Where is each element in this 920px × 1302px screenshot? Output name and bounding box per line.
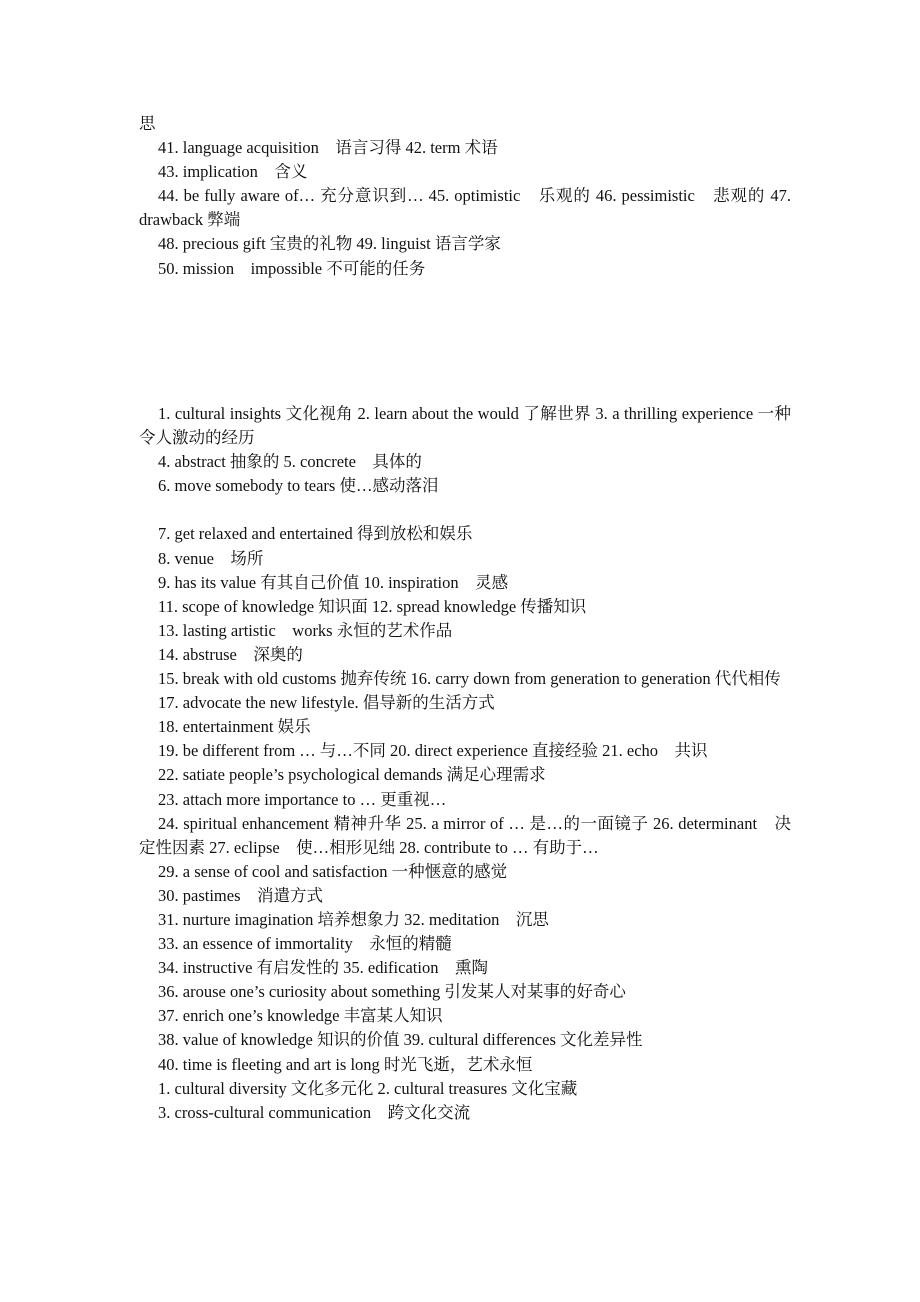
vocab-line: 6. move somebody to tears 使…感动落泪 (158, 476, 439, 496)
vocab-line: 22. satiate people’s psychological demands 满足心理需求 (158, 765, 546, 785)
vocab-line: 1. cultural insights 文化视角 2. learn about the would 了解世界 3. a thrilling experience 一种令人激动的经历 (139, 404, 791, 448)
vocabulary-section-top (139, 112, 791, 281)
vocab-line: 30. pastimes 消遣方式 (158, 885, 323, 905)
vocab-line: 40. time is fleeting and art is long 时光飞逝，艺术永恒 (158, 1054, 533, 1074)
vocab-line: 38. value of knowledge 知识的价值 39. cultural differences 文化差异性 (158, 1030, 643, 1050)
vocab-line: 14. abstruse 深奥的 (158, 644, 303, 664)
vocab-line: 11. scope of knowledge 知识面 12. spread knowledge 传播知识 (158, 596, 587, 616)
vocab-line: 15. break with old customs 抛弃传统 16. carry down from generation to generation 代代相传 (158, 669, 781, 689)
vocab-line: 13. lasting artistic works 永恒的艺术作品 (158, 620, 453, 640)
vocab-line: 33. an essence of immortality 永恒的精髓 (158, 934, 452, 954)
vocab-line: 44. be fully aware of… 充分意识到… 45. optimistic 乐观的 46. pessimistic 悲观的 47. drawback 弊端 (139, 186, 791, 230)
vocab-line: 18. entertainment 娱乐 (158, 717, 311, 737)
vocab-line: 9. has its value 有其自己价值 10. inspiration 灵感 (158, 572, 509, 592)
vocab-line: 17. advocate the new lifestyle. 倡导新的生活方式 (158, 693, 495, 713)
vocabulary-section-main (139, 402, 791, 1125)
vocab-line: 36. arouse one’s curiosity about something 引发某人对某事的好奇心 (158, 982, 626, 1002)
vocab-line: 43. implication 含义 (158, 162, 308, 182)
vocab-line: 31. nurture imagination 培养想象力 32. meditation 沉思 (158, 909, 549, 929)
vocab-line: 23. attach more importance to … 更重视… (158, 789, 447, 809)
vocab-line: 1. cultural diversity 文化多元化 2. cultural treasures 文化宝藏 (158, 1078, 578, 1098)
vocab-line: 34. instructive 有启发性的 35. edification 熏陶 (158, 958, 488, 978)
vocab-line: 3. cross-cultural communication 跨文化交流 (158, 1102, 471, 1122)
vocab-line: 48. precious gift 宝贵的礼物 49. linguist 语言学家 (158, 234, 501, 254)
vocab-line: 29. a sense of cool and satisfaction 一种惬意的感觉 (158, 861, 508, 881)
vocab-line: 24. spiritual enhancement 精神升华 25. a mirror of … 是…的一面镜子 26. determinant 决定性因素 27. eclipse 使…相形见绌 28. contribute to … 有助于… (139, 813, 791, 857)
vocab-line: 50. mission impossible 不可能的任务 (158, 258, 426, 278)
vocab-line: 19. be different from … 与…不同 20. direct experience 直接经验 21. echo 共识 (158, 741, 708, 761)
text-line: 思 (139, 114, 156, 133)
vocab-line: 41. language acquisition 语言习得 42. term 术语 (158, 138, 498, 158)
vocab-line: 37. enrich one’s knowledge 丰富某人知识 (158, 1006, 443, 1026)
vocab-line: 8. venue 场所 (158, 548, 264, 568)
vocab-line: 7. get relaxed and entertained 得到放松和娱乐 (158, 524, 473, 544)
blank-line (139, 498, 791, 522)
vocab-line: 4. abstract 抽象的 5. concrete 具体的 (158, 452, 422, 472)
